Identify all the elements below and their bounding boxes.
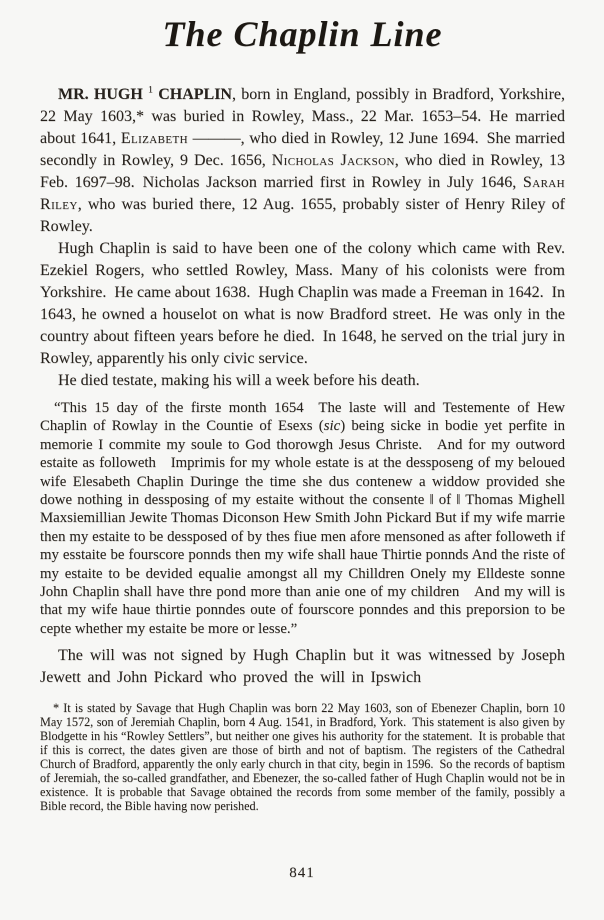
paragraph-testate: He died testate, making his will a week before his death. (58, 372, 420, 389)
page-title: The Chaplin Line (162, 14, 443, 54)
paragraph-colony: Hugh Chaplin is said to have been one of the colony which came with Rev. Ezekiel Rogers, who settled Rowley, Mass. Many of his colonists were from Yorkshire. He came about 1638. Hugh Chaplin was made a Freeman in 1642. In 1643, he owned a houselot on what is now Bradford street. He was only in the country about fifteen years before he died. In 1648, he served on the trial jury in Rowley, apparently his only civic service. (40, 240, 565, 367)
will-quote: “This 15 day of the firste month 1654 The laste will and Testemente of Hew Chaplin of Rowlay in the Countie of Esexs (sic) being sicke in bodie yet perfite in memorie I commite my soule to God thorowgh Jesus Christe. And for my outword estaite as followeth Imprimis for my whole estate is at the dessposeng of my beloued wife Elesabeth Chaplin Duringe the time she dus contenew a widdow provided she dowe nothing in dessposing of my estaite without the consente ‖ of ‖ Thomas Mighell Maxsiemillian Jewite Thomas Diconson Hew Smith John Pickard But if my wife marrie then my estaite to be dessposed of by thes fiue men afore mensoned as after followeth if my esstaite be fourscore ponnds then my wife shall haue Thirtie ponnds And the riste of my estaite to be devided equalie amongst all my Chilldren Onely my Elldeste sonne John Chaplin shall have thre pond more than anie one of my children And my will is that my wife haue thirtie ponndes oute of fourscore ponndes and this preporsion to be cepte whether my estaite be more or lesse.” (40, 400, 565, 637)
body-text (40, 84, 565, 689)
paragraph-intro: MR. HUGH $^1$ CHAPLIN, born in England, possibly in Bradford, Yorkshire, 22 May 1603,* was buried in Rowley, Mass., 22 Mar. 1653–54. He married about 1641, Elizabeth ———, who died in Rowley, 12 June 1694. She married secondly in Rowley, 9 Dec. 1656, Nicholas Jackson, who died in Rowley, 13 Feb. 1697–98. Nicholas Jackson married first in Rowley in July 1646, Sarah Riley, who was buried there, 12 Aug. 1655, probably sister of Henry Riley of Rowley. (40, 84, 566, 235)
page-number: 841 (289, 865, 315, 881)
footnote: * It is stated by Savage that Hugh Chaplin was born 22 May 1603, son of Ebenezer Chaplin, born 10 May 1572, son of Jeremiah Chaplin, born 4 Aug. 1541, in Bradford, York. This statement is also given by Blodgette in his “Rowley Settlers”, but neither one gives his authority for the statement. It is probable that if this is correct, the dates given are those of birth and not of baptism. The registers of the Cathedral Church of Bradford, apparently the only early church in that city, begin in 1596. So the records of baptism of Jeremiah, the so-called grandfather, and Ebenezer, the so-called father of Hugh Chaplin would not be in existence. It is probable that Savage obtained the records from some member of the family, possibly a Bible record, the Bible having now perished. (40, 701, 565, 813)
paragraph-witness: The will was not signed by Hugh Chaplin but it was witnessed by Joseph Jewett and John Pickard who proved the will in Ipswich (40, 647, 565, 687)
